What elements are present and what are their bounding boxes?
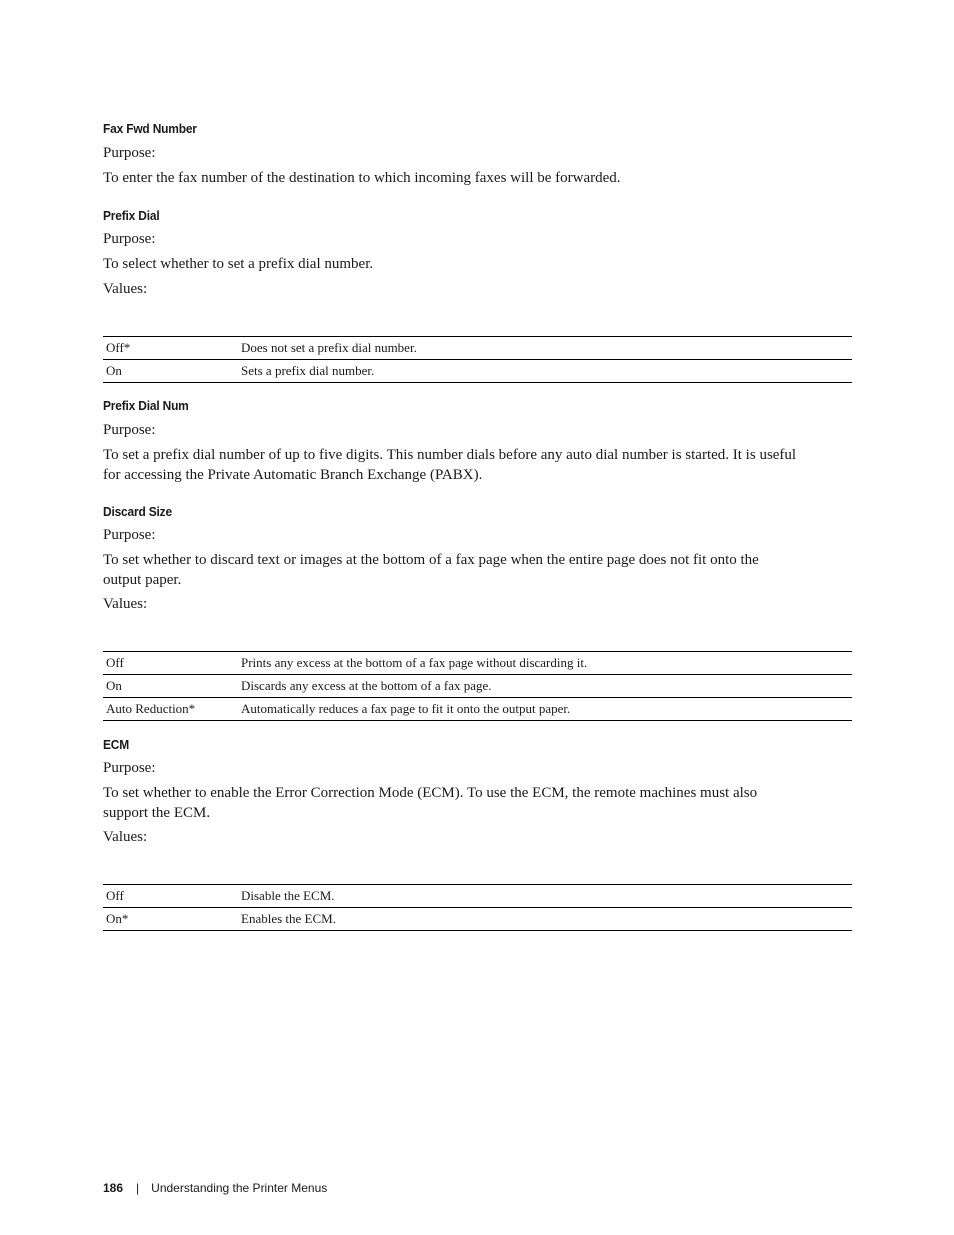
- description-line: for accessing the Private Automatic Branch Exchange (PABX).: [103, 466, 483, 483]
- purpose-label: Purpose:: [103, 422, 156, 438]
- section-heading-ecm: ECM: [103, 737, 130, 752]
- section-heading-discard-size: Discard Size: [103, 504, 172, 519]
- footer-separator: |: [136, 1181, 140, 1195]
- purpose-label: Purpose:: [103, 231, 156, 247]
- page-number: 186: [103, 1181, 124, 1195]
- purpose-label: Purpose:: [103, 760, 156, 776]
- section-description: [103, 551, 852, 590]
- value-description-cell: Enables the ECM.: [241, 911, 336, 926]
- section-heading-fax-fwd-number: Fax Fwd Number: [103, 121, 197, 136]
- value-description-cell: Sets a prefix dial number.: [241, 363, 375, 378]
- table-row: [103, 675, 852, 698]
- value-cell: On: [106, 363, 122, 378]
- purpose-label: Purpose:: [103, 527, 156, 543]
- table-row: [103, 360, 852, 383]
- description-line: To set a prefix dial number of up to five digits. This number dials before any auto dial number is started. It is useful: [103, 447, 797, 463]
- values-table-ecm: [103, 884, 852, 931]
- section-description: [103, 446, 852, 485]
- table-row: [103, 885, 852, 908]
- description-line: To set whether to enable the Error Correction Mode (ECM). To use the ECM, the remote machines must also: [103, 785, 758, 801]
- value-cell: Off*: [106, 340, 131, 355]
- purpose-label: Purpose:: [103, 145, 156, 161]
- values-label: Values:: [103, 829, 148, 845]
- value-cell: On*: [106, 911, 129, 926]
- section-heading-prefix-dial: Prefix Dial: [103, 208, 160, 223]
- description-line: support the ECM.: [103, 804, 211, 821]
- value-cell: Off: [106, 888, 124, 903]
- value-description-cell: Prints any excess at the bottom of a fax page without discarding it.: [241, 655, 588, 670]
- table-row: [103, 652, 852, 675]
- values-label: Values:: [103, 596, 148, 612]
- value-description-cell: Discards any excess at the bottom of a fax page.: [241, 678, 492, 693]
- section-description: To enter the fax number of the destination to which incoming faxes will be forwarded.: [103, 170, 621, 186]
- value-description-cell: Does not set a prefix dial number.: [241, 340, 417, 355]
- section-description: [103, 784, 852, 823]
- section-description: To select whether to set a prefix dial number.: [103, 256, 374, 272]
- values-table-prefix-dial: [103, 336, 852, 383]
- value-description-cell: Disable the ECM.: [241, 888, 335, 903]
- page-footer: [103, 1181, 327, 1195]
- value-description-cell: Automatically reduces a fax page to fit it onto the output paper.: [241, 701, 571, 716]
- section-heading-prefix-dial-num: Prefix Dial Num: [103, 398, 189, 413]
- values-label: Values:: [103, 281, 148, 297]
- values-table-discard-size: [103, 651, 852, 721]
- value-cell: On: [106, 678, 122, 693]
- table-row: [103, 908, 852, 931]
- value-cell: Off: [106, 655, 124, 670]
- chapter-title: Understanding the Printer Menus: [151, 1181, 328, 1195]
- value-cell: Auto Reduction*: [106, 701, 196, 716]
- description-line: output paper.: [103, 571, 182, 588]
- table-row: [103, 698, 852, 721]
- description-line: To set whether to discard text or images at the bottom of a fax page when the entire page does not fit onto the: [103, 552, 759, 568]
- table-row: [103, 337, 852, 360]
